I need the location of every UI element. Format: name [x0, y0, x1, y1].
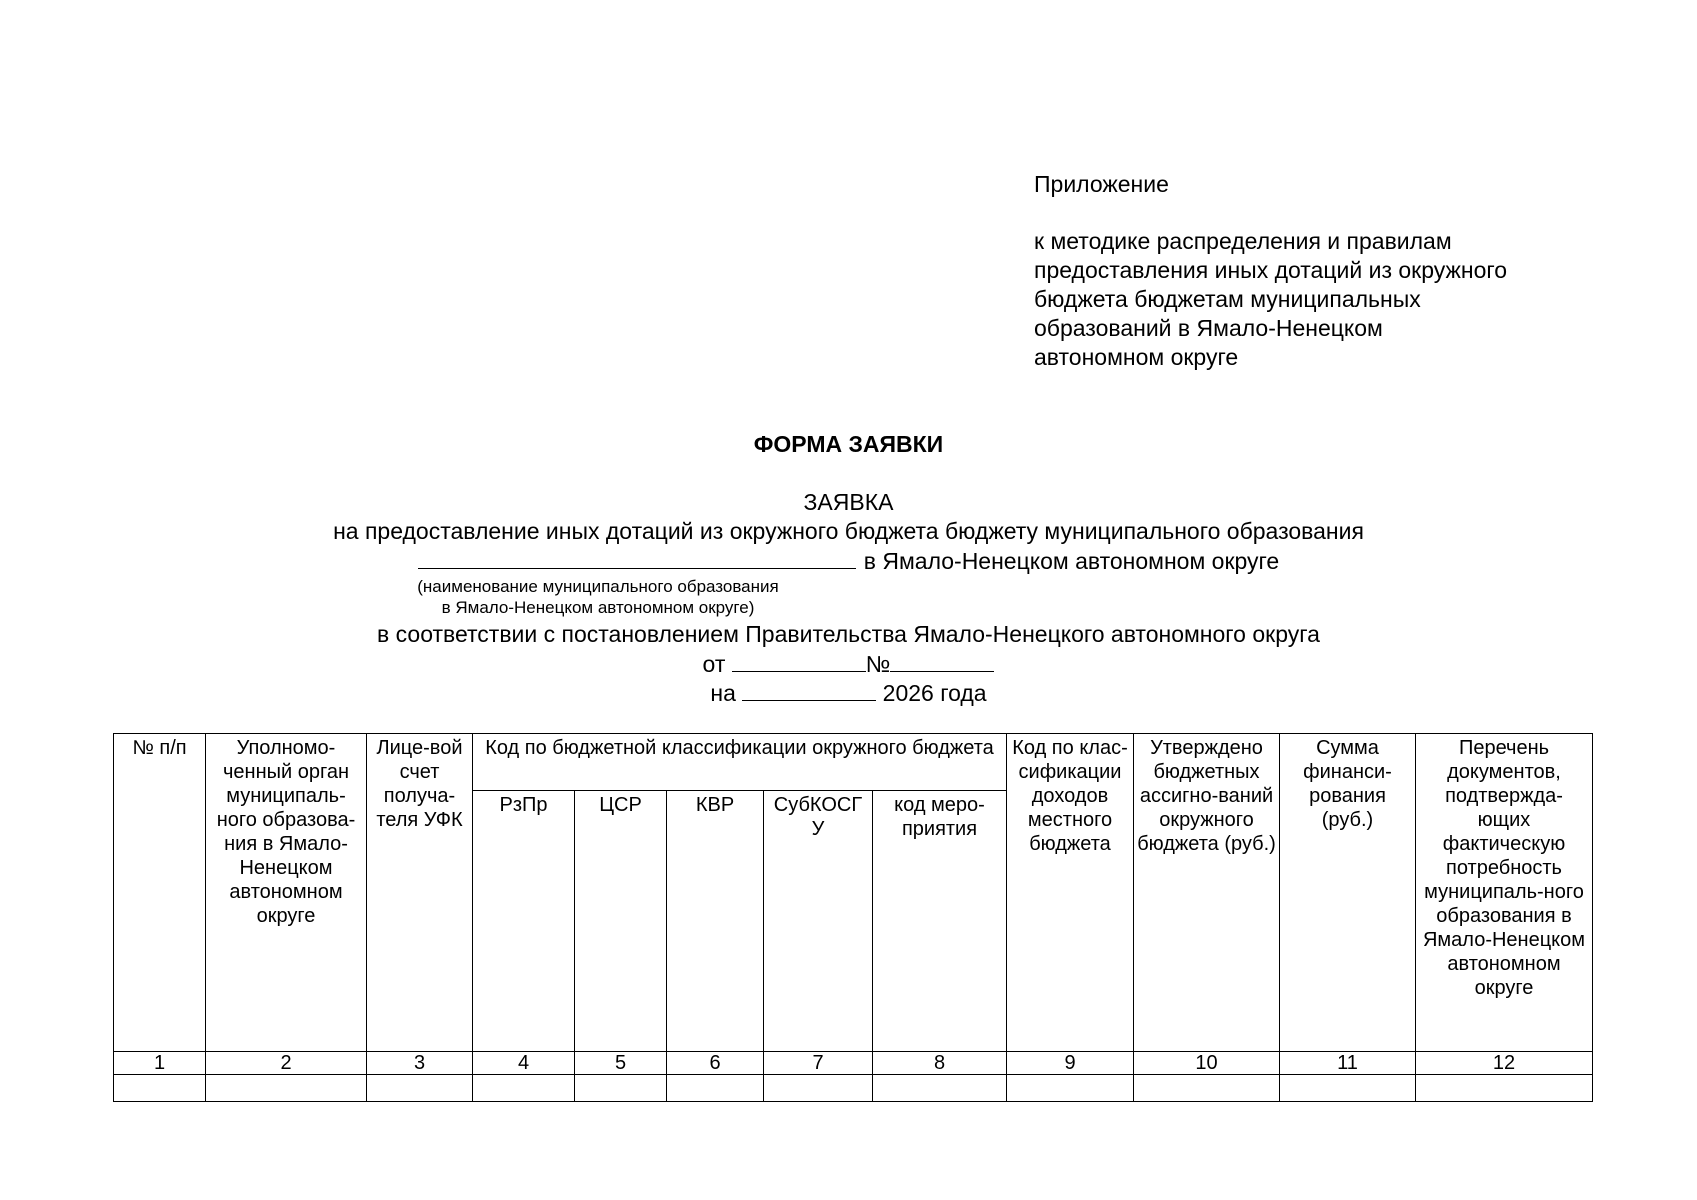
header-cell: код меро-приятия: [873, 791, 1007, 1052]
decree-line: в соответствии с постановлением Правительства Ямало-Ненецкого автономного округа: [377, 621, 1320, 647]
appendix-line: образований в Ямало-Ненецком: [1034, 315, 1383, 341]
table-row: [114, 1075, 1593, 1102]
municipality-line: [0, 546, 1697, 575]
header-cell: КВР: [667, 791, 764, 1052]
header-cell: Лице-вой счет получа-теля УФК: [367, 734, 473, 1052]
year-line: [0, 678, 1697, 707]
header-cell: РзПр: [473, 791, 575, 1052]
header-cell: Утверждено бюджетных ассигно-ваний окружного бюджета (руб.): [1134, 734, 1280, 1052]
hint-line: (наименование муниципального образования: [417, 577, 779, 596]
table-cell[interactable]: [1416, 1075, 1593, 1102]
column-number: 3: [367, 1052, 473, 1075]
year-prefix: на: [710, 680, 736, 706]
request-subtitle: на предоставление иных дотаций из окружного бюджета бюджету муниципального образования: [333, 518, 1364, 544]
appendix-line: предоставления иных дотаций из окружного: [1034, 257, 1508, 283]
column-number-row: [114, 1052, 1593, 1075]
header-cell: № п/п: [114, 734, 206, 1052]
column-number: 1: [114, 1052, 206, 1075]
header-group-cell: Код по бюджетной классификации окружного бюджета: [473, 734, 1007, 791]
table-cell[interactable]: [1280, 1075, 1416, 1102]
municipality-suffix: в Ямало-Ненецком автономном округе: [863, 548, 1280, 574]
number-sign: №: [865, 651, 891, 677]
appendix-block: [1034, 170, 1594, 372]
header-cell: ЦСР: [575, 791, 667, 1052]
date-number-line: [0, 649, 1697, 678]
number-blank[interactable]: [890, 649, 994, 672]
column-number: 5: [575, 1052, 667, 1075]
table-cell[interactable]: [873, 1075, 1007, 1102]
column-number: 6: [667, 1052, 764, 1075]
year-suffix: 2026 года: [882, 680, 987, 706]
municipality-name-blank[interactable]: [418, 546, 856, 569]
table-cell[interactable]: [206, 1075, 367, 1102]
column-number: 9: [1007, 1052, 1134, 1075]
hint-line: в Ямало-Ненецком автономном округе): [441, 598, 755, 617]
table-cell[interactable]: [473, 1075, 575, 1102]
table-cell[interactable]: [1007, 1075, 1134, 1102]
column-number: 8: [873, 1052, 1007, 1075]
table-cell[interactable]: [764, 1075, 873, 1102]
request-title: ЗАЯВКА: [803, 489, 894, 515]
column-number: 12: [1416, 1052, 1593, 1075]
request-table: [113, 733, 1593, 1102]
appendix-line: автономном округе: [1034, 344, 1239, 370]
column-number: 11: [1280, 1052, 1416, 1075]
column-number: 10: [1134, 1052, 1280, 1075]
header-cell: Код по клас-сификации доходов местного бюджета: [1007, 734, 1134, 1052]
date-prefix: от: [702, 651, 726, 677]
date-blank[interactable]: [732, 649, 866, 672]
appendix-title: Приложение: [1034, 171, 1169, 197]
header-cell: Перечень документов, подтвержда-ющих фактическую потребность муниципаль-ного образования в Ямало-Ненецком автономном округе: [1416, 734, 1593, 1052]
table-cell[interactable]: [575, 1075, 667, 1102]
table-cell[interactable]: [367, 1075, 473, 1102]
header-cell: Сумма финанси-рования (руб.): [1280, 734, 1416, 1052]
column-number: 2: [206, 1052, 367, 1075]
municipality-hint: [368, 576, 828, 618]
table-cell[interactable]: [667, 1075, 764, 1102]
table-cell[interactable]: [1134, 1075, 1280, 1102]
form-title: ФОРМА ЗАЯВКИ: [753, 431, 944, 457]
table-cell[interactable]: [114, 1075, 206, 1102]
header-cell: СубКОСГ У: [764, 791, 873, 1052]
column-number: 7: [764, 1052, 873, 1075]
header-cell: Уполномо-ченный орган муниципаль-ного образова-ния в Ямало-Ненецком автономном округе: [206, 734, 367, 1052]
appendix-line: бюджета бюджетам муниципальных: [1034, 286, 1421, 312]
period-blank[interactable]: [742, 678, 876, 701]
appendix-line: к методике распределения и правилам: [1034, 228, 1452, 254]
header-row: [114, 734, 1593, 791]
column-number: 4: [473, 1052, 575, 1075]
